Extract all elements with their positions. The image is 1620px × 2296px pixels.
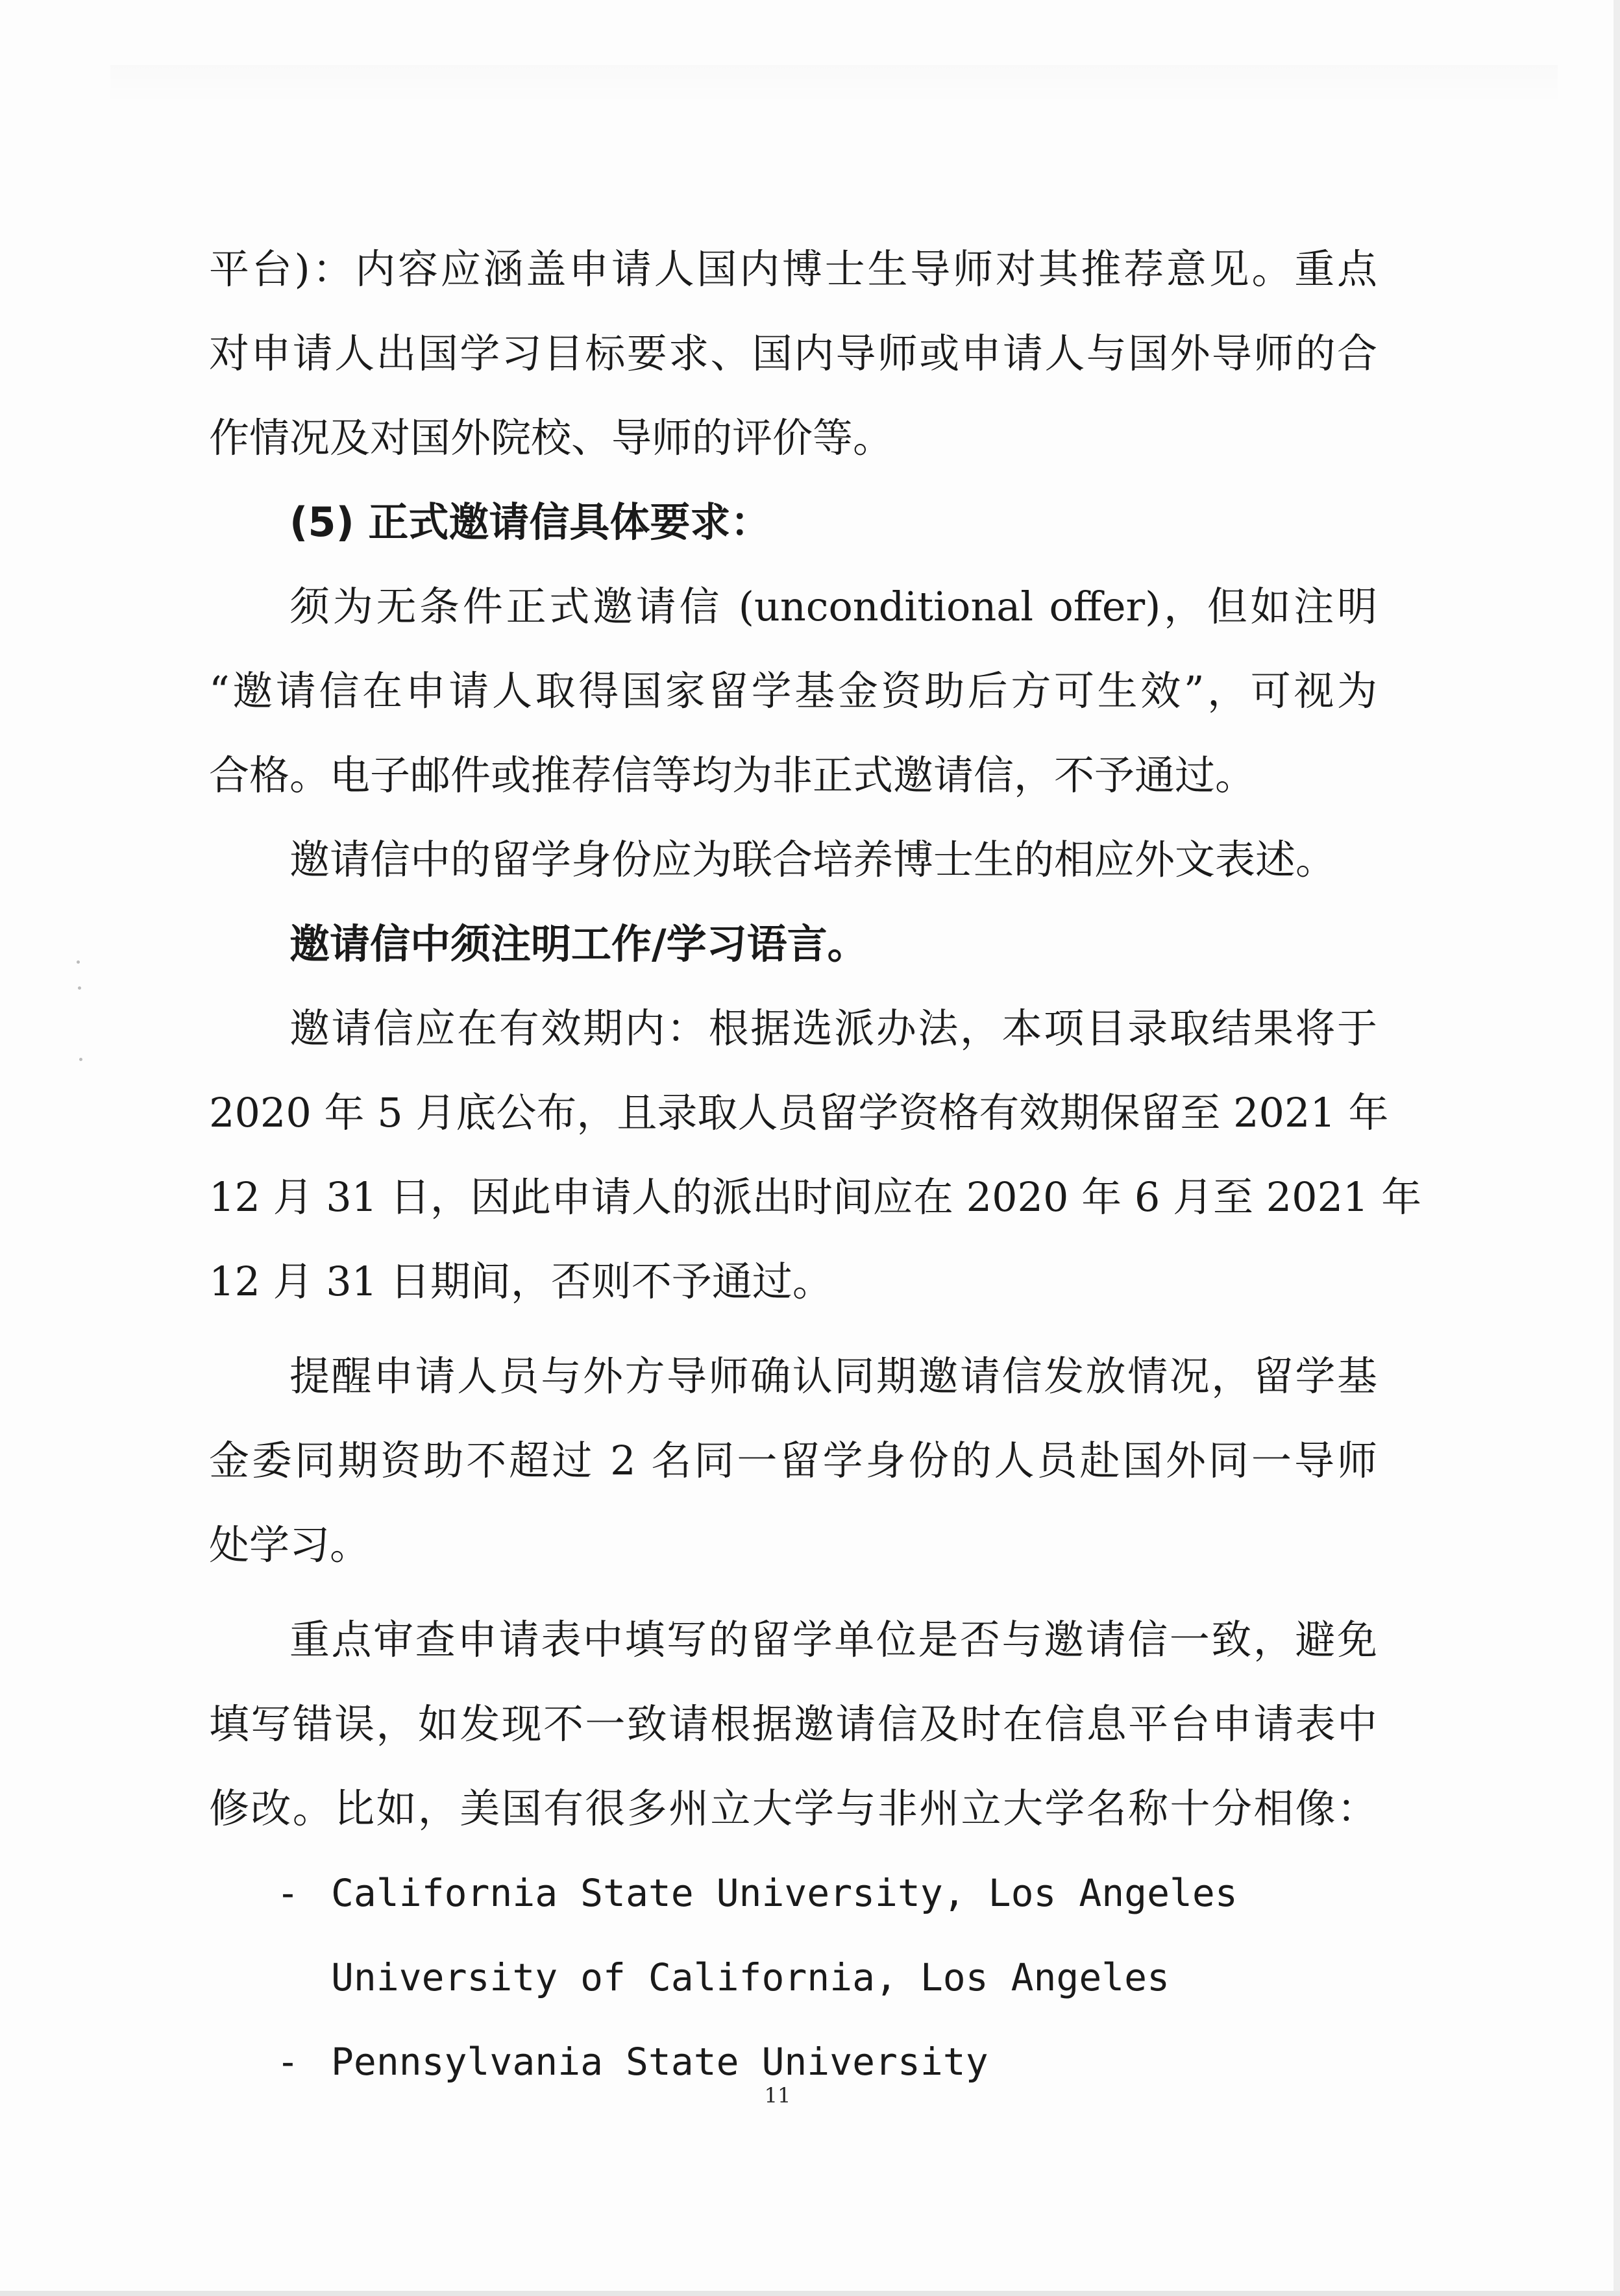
text-line: 填写错误，如发现不一致请根据邀请信及时在信息平台申请表中 [209, 1700, 1377, 1748]
text-line: 12 月 31 日，因此申请人的派出时间应在 2020 年 6 月至 2021 年 [209, 1173, 1422, 1221]
text-line: 邀请信应在有效期内：根据选派办法，本项目录取结果将于 [289, 1005, 1377, 1052]
scan-edge [0, 2291, 1620, 2296]
text-line: 修改。比如，美国有很多州立大学与非州立大学名称十分相像： [209, 1785, 1377, 1832]
scan-shadow [110, 65, 1558, 104]
text-line: 重点审查申请表中填写的留学单位是否与邀请信一致，避免 [289, 1616, 1377, 1663]
document-body [209, 227, 1422, 2104]
text-line: 提醒申请人员与外方导师确认同期邀请信发放情况，留学基 [289, 1352, 1377, 1400]
text-line: 平台)：内容应涵盖申请人国内博士生导师对其推荐意见。重点 [209, 245, 1377, 293]
text-line: 须为无条件正式邀请信 (unconditional offer)，但如注明 [289, 583, 1377, 630]
example-item [209, 1851, 1377, 1935]
example-university: Pennsylvania State University [331, 2040, 988, 2084]
text-line: 处学习。 [209, 1521, 371, 1569]
text-line: 对申请人出国学习目标要求、国内导师或申请人与国外导师的合 [209, 330, 1377, 377]
list-dash: - [276, 1871, 299, 1915]
example-university: University of California, Los Angeles [331, 1955, 1170, 1999]
text-line: 合格。电子邮件或推荐信等均为非正式邀请信，不予通过。 [209, 751, 1256, 799]
list-dash: - [276, 2040, 299, 2084]
page-number: 11 [764, 2083, 791, 2108]
text-line: “邀请信在申请人取得国家留学基金资助后方可生效”，可视为 [209, 667, 1377, 714]
scan-edge [1614, 0, 1620, 2296]
text-line: 2020 年 5 月底公布，且录取人员留学资格有效期保留至 2021 年 [209, 1089, 1389, 1136]
text-line: 12 月 31 日期间，否则不予通过。 [209, 1258, 833, 1305]
text-line: 金委同期资助不超过 2 名同一留学身份的人员赴国外同一导师 [209, 1437, 1377, 1484]
text-line: 作情况及对国外院校、导师的评价等。 [209, 414, 894, 461]
section-heading: (5) 正式邀请信具体要求： [289, 498, 771, 546]
example-university: California State University, Los Angeles [331, 1871, 1238, 1915]
example-item [209, 1935, 1377, 2020]
bold-statement: 邀请信中须注明工作/学习语言。 [289, 920, 868, 968]
scan-specks [77, 960, 82, 1064]
text-line: 邀请信中的留学身份应为联合培养博士生的相应外文表述。 [289, 836, 1336, 883]
